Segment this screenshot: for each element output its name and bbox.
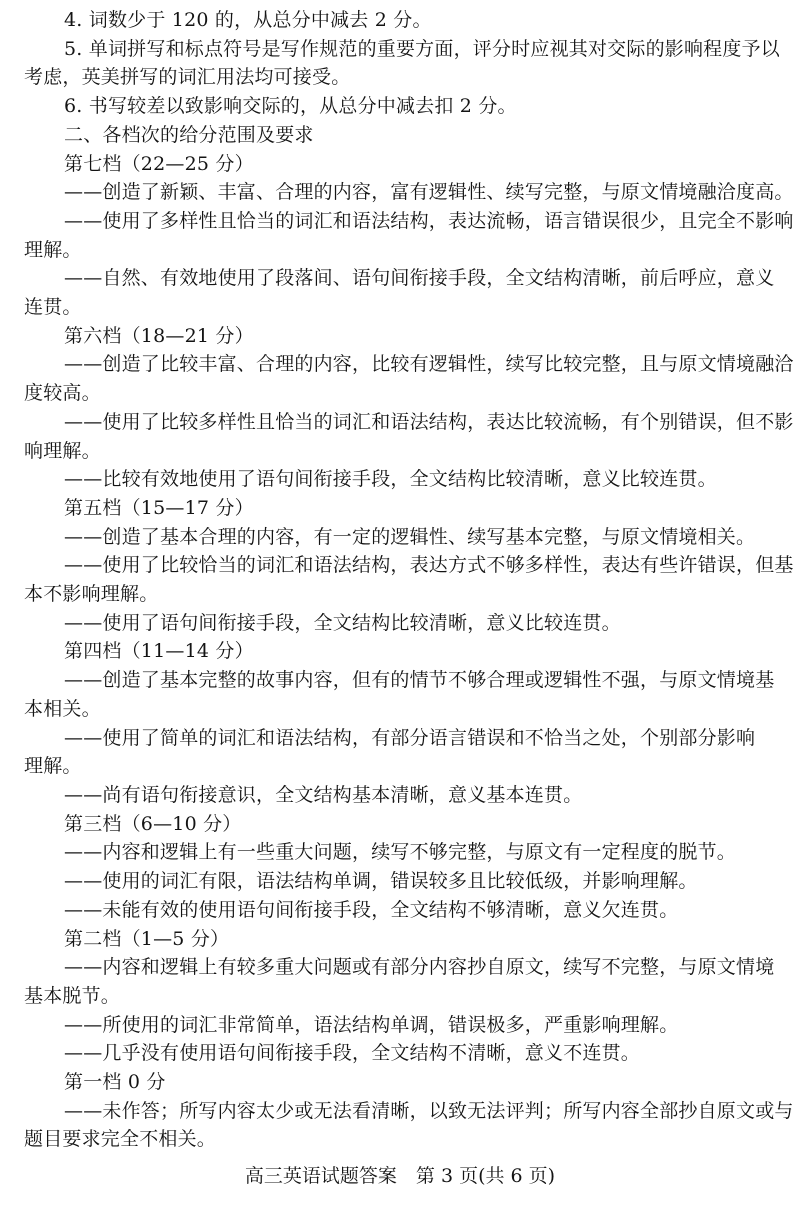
text-line: 第六档（18—21 分） bbox=[64, 324, 254, 347]
text-line: 第四档（11—14 分） bbox=[64, 640, 254, 663]
text-line: ——创造了新颖、丰富、合理的内容，富有逻辑性、续写完整，与原文情境融洽度高。 bbox=[64, 181, 794, 204]
text-line: ——使用了比较多样性且恰当的词汇和语法结构，表达比较流畅，有个别错误，但不影 bbox=[64, 410, 794, 433]
text-line: ——创造了基本合理的内容，有一定的逻辑性、续写基本完整，与原文情境相关。 bbox=[64, 525, 756, 548]
text-line: 本相关。 bbox=[24, 697, 101, 720]
text-line: 本不影响理解。 bbox=[24, 583, 159, 606]
text-line: 6. 书写较差以致影响交际的，从总分中减去扣 2 分。 bbox=[64, 95, 517, 118]
text-line: ——使用了比较恰当的词汇和语法结构，表达方式不够多样性，表达有些许错误，但基 bbox=[64, 554, 794, 577]
text-line: ——未能有效的使用语句间衔接手段，全文结构不够清晰，意义欠连贯。 bbox=[64, 898, 679, 921]
text-line: 二、各档次的给分范围及要求 bbox=[64, 123, 314, 146]
text-line: 理解。 bbox=[24, 238, 82, 261]
text-line: 题目要求完全不相关。 bbox=[24, 1128, 217, 1151]
text-line: 连贯。 bbox=[24, 296, 82, 319]
text-line: ——几乎没有使用语句间衔接手段，全文结构不清晰，意义不连贯。 bbox=[64, 1042, 641, 1065]
text-line: ——自然、有效地使用了段落间、语句间衔接手段，全文结构清晰，前后呼应，意义 bbox=[64, 267, 775, 290]
text-line: ——使用了简单的词汇和语法结构，有部分语言错误和不恰当之处，个别部分影响 bbox=[64, 726, 756, 749]
text-line: 基本脱节。 bbox=[24, 984, 121, 1007]
text-line: 度较高。 bbox=[24, 382, 101, 405]
text-line: 第三档（6—10 分） bbox=[64, 812, 242, 835]
page-footer: 高三英语试题答案 第 3 页(共 6 页) bbox=[244, 1165, 556, 1187]
text-line: 响理解。 bbox=[24, 439, 101, 462]
text-line: ——尚有语句衔接意识，全文结构基本清晰，意义基本连贯。 bbox=[64, 783, 583, 806]
text-line: ——未作答；所写内容太少或无法看清晰，以致无法评判；所写内容全部抄自原文或与 bbox=[64, 1099, 794, 1122]
text-line: 5. 单词拼写和标点符号是写作规范的重要方面，评分时应视其对交际的影响程度予以 bbox=[64, 37, 780, 60]
text-line: 考虑，英美拼写的词汇用法均可接受。 bbox=[24, 66, 351, 89]
text-line: 第七档（22—25 分） bbox=[64, 152, 254, 175]
text-line: ——使用了多样性且恰当的词汇和语法结构，表达流畅，语言错误很少，且完全不影响 bbox=[64, 209, 794, 232]
text-line: ——所使用的词汇非常简单，语法结构单调，错误极多，严重影响理解。 bbox=[64, 1013, 679, 1036]
text-line: ——创造了比较丰富、合理的内容，比较有逻辑性，续写比较完整，且与原文情境融洽 bbox=[64, 353, 794, 376]
text-line: 4. 词数少于 120 的，从总分中减去 2 分。 bbox=[64, 9, 432, 31]
text-line: ——使用的词汇有限，语法结构单调，错误较多且比较低级，并影响理解。 bbox=[64, 870, 698, 893]
text-line: ——比较有效地使用了语句间衔接手段，全文结构比较清晰，意义比较连贯。 bbox=[64, 468, 717, 491]
text-line: ——内容和逻辑上有一些重大问题，续写不够完整，与原文有一定程度的脱节。 bbox=[64, 841, 737, 864]
text-line: 理解。 bbox=[24, 755, 82, 778]
document-body bbox=[24, 6, 794, 1154]
text-line: ——创造了基本完整的故事内容，但有的情节不够合理或逻辑性不强，与原文情境基 bbox=[64, 669, 775, 692]
text-line: ——内容和逻辑上有较多重大问题或有部分内容抄自原文，续写不完整，与原文情境 bbox=[64, 956, 775, 979]
text-line: 第二档（1—5 分） bbox=[64, 927, 230, 950]
text-line: ——使用了语句间衔接手段，全文结构比较清晰，意义比较连贯。 bbox=[64, 611, 621, 634]
text-line: 第一档 0 分 bbox=[64, 1071, 166, 1094]
text-line: 第五档（15—17 分） bbox=[64, 496, 254, 519]
